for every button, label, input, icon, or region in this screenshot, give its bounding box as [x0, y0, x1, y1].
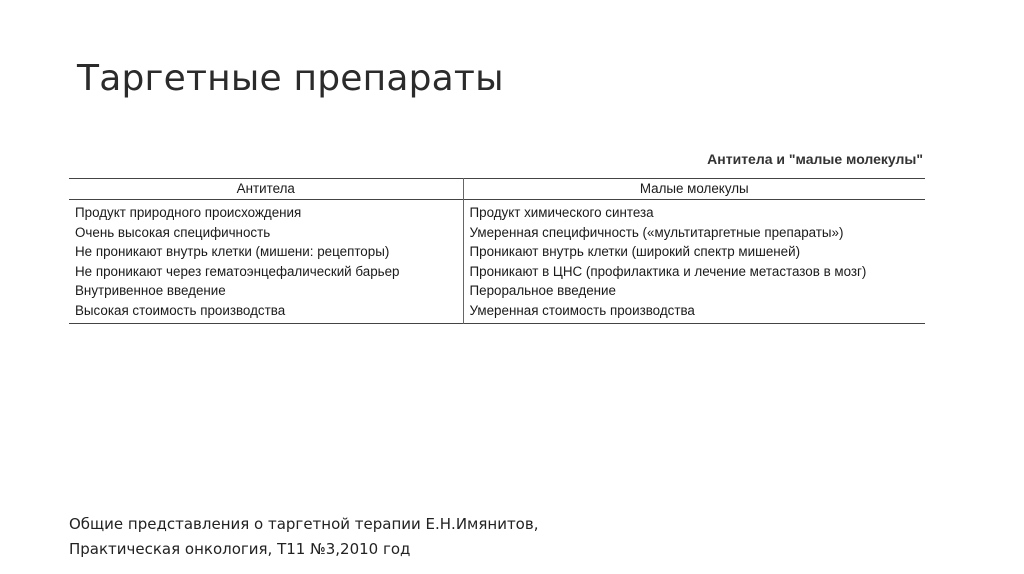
source-line-2: Практическая онкология, Т11 №3,2010 год	[69, 540, 411, 558]
header-antibodies: Антитела	[69, 179, 463, 200]
cell-small-molecules: Продукт химического синтеза	[469, 205, 654, 221]
table-row	[69, 301, 925, 324]
cell-antibodies: Продукт природного происхождения	[69, 200, 463, 223]
comparison-table-container	[69, 178, 925, 324]
table-row	[69, 223, 925, 243]
table-caption: Антитела и "малые молекулы"	[707, 151, 923, 167]
table-row	[69, 262, 925, 282]
cell-small-molecules: Умеренная специфичность («мультитаргетные препараты»)	[469, 224, 844, 240]
source-citation	[69, 512, 538, 562]
slide-title: Таргетные препараты	[77, 58, 504, 99]
cell-antibodies: Очень высокая специфичность	[69, 223, 463, 243]
cell-antibodies: Не проникают через гематоэнцефалический барьер	[69, 262, 463, 282]
table-row	[69, 242, 925, 262]
table-row	[69, 200, 925, 223]
comparison-table	[69, 178, 925, 324]
cell-small-molecules: Проникают внутрь клетки (широкий спектр мишеней)	[469, 244, 801, 260]
cell-antibodies: Не проникают внутрь клетки (мишени: рецепторы)	[69, 242, 463, 262]
cell-small-molecules: Проникают в ЦНС (профилактика и лечение метастазов в мозг)	[469, 263, 867, 279]
header-small-molecules: Малые молекулы	[639, 181, 749, 196]
cell-antibodies: Высокая стоимость производства	[69, 301, 463, 324]
table-header-row	[69, 179, 925, 200]
source-line-1: Общие представления о таргетной терапии Е.Н.Имянитов,	[69, 515, 539, 533]
table-row	[69, 281, 925, 301]
cell-antibodies: Внутривенное введение	[69, 281, 463, 301]
cell-small-molecules: Пероральное введение	[469, 283, 616, 299]
cell-small-molecules: Умеренная стоимость производства	[469, 302, 695, 318]
